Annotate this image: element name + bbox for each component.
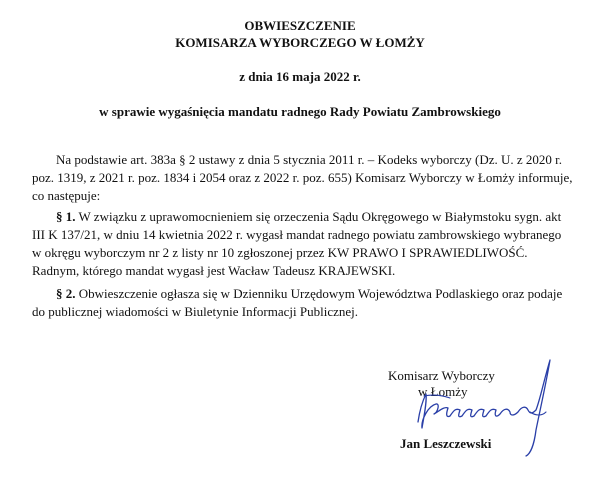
- intro-line: Na podstawie art. 383a § 2 ustawy z dnia 5 stycznia 2011 r. – Kodeks wyborczy (Dz. U. z 2020 r.: [56, 152, 563, 167]
- handwritten-signature-icon: [380, 350, 560, 460]
- document-subject: w sprawie wygaśnięcia mandatu radnego Rady Powiatu Zambrowskiego: [99, 104, 501, 119]
- document-date: z dnia 16 maja 2022 r.: [239, 69, 361, 84]
- issuer-title: KOMISARZA WYBORCZEGO W ŁOMŻY: [175, 35, 425, 50]
- section-1-line: III K 137/21, w dniu 14 kwietnia 2022 r. wygasł mandat radnego powiatu zambrowskiego wybranego: [32, 227, 562, 242]
- section-1-line: Radnym, którego mandat wygasł jest Wacław Tadeusz KRAJEWSKI.: [32, 263, 396, 278]
- section-2-first-line: [32, 285, 597, 303]
- section-2-label: § 2.: [56, 286, 76, 301]
- section-2-paragraph: [32, 285, 597, 321]
- section-2-line: Obwieszczenie ogłasza się w Dzienniku Urzędowym Województwa Podlaskiego oraz podaje: [75, 286, 563, 301]
- signatory-location: w Łomży: [418, 384, 468, 399]
- section-1-line: w okręgu wyborczym nr 2 z listy nr 10 zgłoszonej przez KW PRAWO I SPRAWIEDLIWOŚĆ.: [32, 245, 528, 260]
- section-1-first-line: [32, 208, 597, 226]
- document-title: OBWIESZCZENIE: [244, 18, 356, 33]
- intro-line: poz. 1319, z 2021 r. poz. 1834 i 2054 oraz z 2022 r. poz. 655) Komisarz Wyborczy w Łomży informuje,: [32, 170, 573, 185]
- section-1-label: § 1.: [56, 209, 76, 224]
- signatory-title: Komisarz Wyborczy: [388, 368, 495, 383]
- intro-line: co następuje:: [32, 188, 101, 203]
- intro-paragraph: [32, 151, 597, 205]
- section-2-line: do publicznej wiadomości w Biuletynie Informacji Publicznej.: [32, 304, 359, 319]
- section-1-line: W związku z uprawomocnieniem się orzeczenia Sądu Okręgowego w Białymstoku sygn. akt: [75, 209, 562, 224]
- signatory-name: Jan Leszczewski: [400, 436, 492, 451]
- section-1-paragraph: [32, 208, 597, 280]
